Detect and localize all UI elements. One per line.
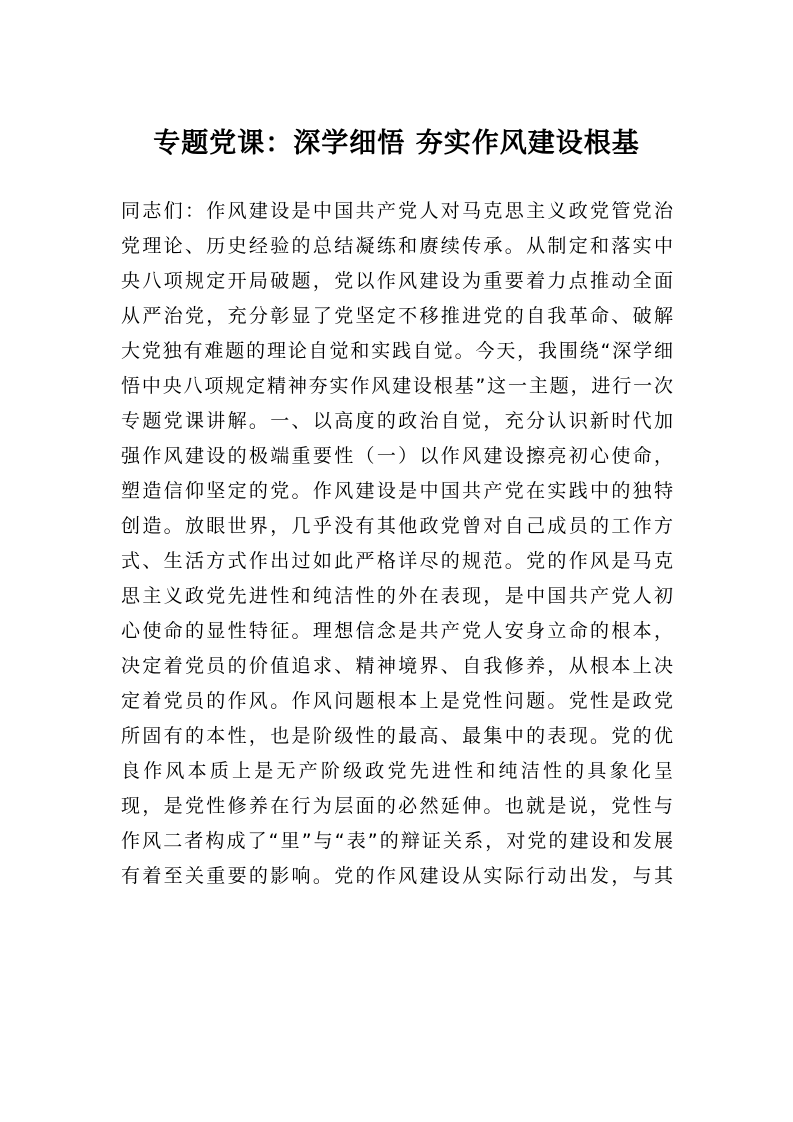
body-line: 大党独有难题的理论自觉和实践自觉。今天，我围绕“深学细 xyxy=(121,340,673,362)
document-title: 专题党课：深学细悟 夯实作风建设根基 xyxy=(153,128,640,159)
body-line: 作风二者构成了“里”与“表”的辩证关系，对党的建设和发展 xyxy=(121,830,673,852)
body-line: 央八项规定开局破题，党以作风建设为重要着力点推动全面 xyxy=(121,270,673,292)
document-body xyxy=(121,194,673,894)
body-line: 心使命的显性特征。理想信念是共产党人安身立命的根本， xyxy=(121,620,673,642)
body-line: 党理论、历史经验的总结凝练和赓续传承。从制定和落实中 xyxy=(121,235,673,257)
body-line: 创造。放眼世界，几乎没有其他政党曾对自己成员的工作方 xyxy=(121,515,673,537)
body-line: 思主义政党先进性和纯洁性的外在表现，是中国共产党人初 xyxy=(121,585,673,607)
body-line: 所固有的本性，也是阶级性的最高、最集中的表现。党的优 xyxy=(121,725,673,747)
body-line: 强作风建设的极端重要性（一）以作风建设擦亮初心使命， xyxy=(121,445,673,467)
body-line: 定着党员的作风。作风问题根本上是党性问题。党性是政党 xyxy=(121,690,673,712)
body-line: 良作风本质上是无产阶级政党先进性和纯洁性的具象化呈 xyxy=(121,760,673,782)
body-line: 有着至关重要的影响。党的作风建设从实际行动出发，与其 xyxy=(121,865,673,887)
body-line: 悟中央八项规定精神夯实作风建设根基”这一主题，进行一次 xyxy=(121,375,673,397)
body-line: 专题党课讲解。一、以高度的政治自觉，充分认识新时代加 xyxy=(121,410,673,432)
body-line: 塑造信仰坚定的党。作风建设是中国共产党在实践中的独特 xyxy=(121,480,673,502)
body-line: 从严治党，充分彰显了党坚定不移推进党的自我革命、破解 xyxy=(121,305,673,327)
body-line: 现，是党性修养在行为层面的必然延伸。也就是说，党性与 xyxy=(121,795,673,817)
body-line: 式、生活方式作出过如此严格详尽的规范。党的作风是马克 xyxy=(121,550,673,572)
body-line: 同志们：作风建设是中国共产党人对马克思主义政党管党治 xyxy=(121,200,673,222)
body-line: 决定着党员的价值追求、精神境界、自我修养，从根本上决 xyxy=(121,655,673,677)
